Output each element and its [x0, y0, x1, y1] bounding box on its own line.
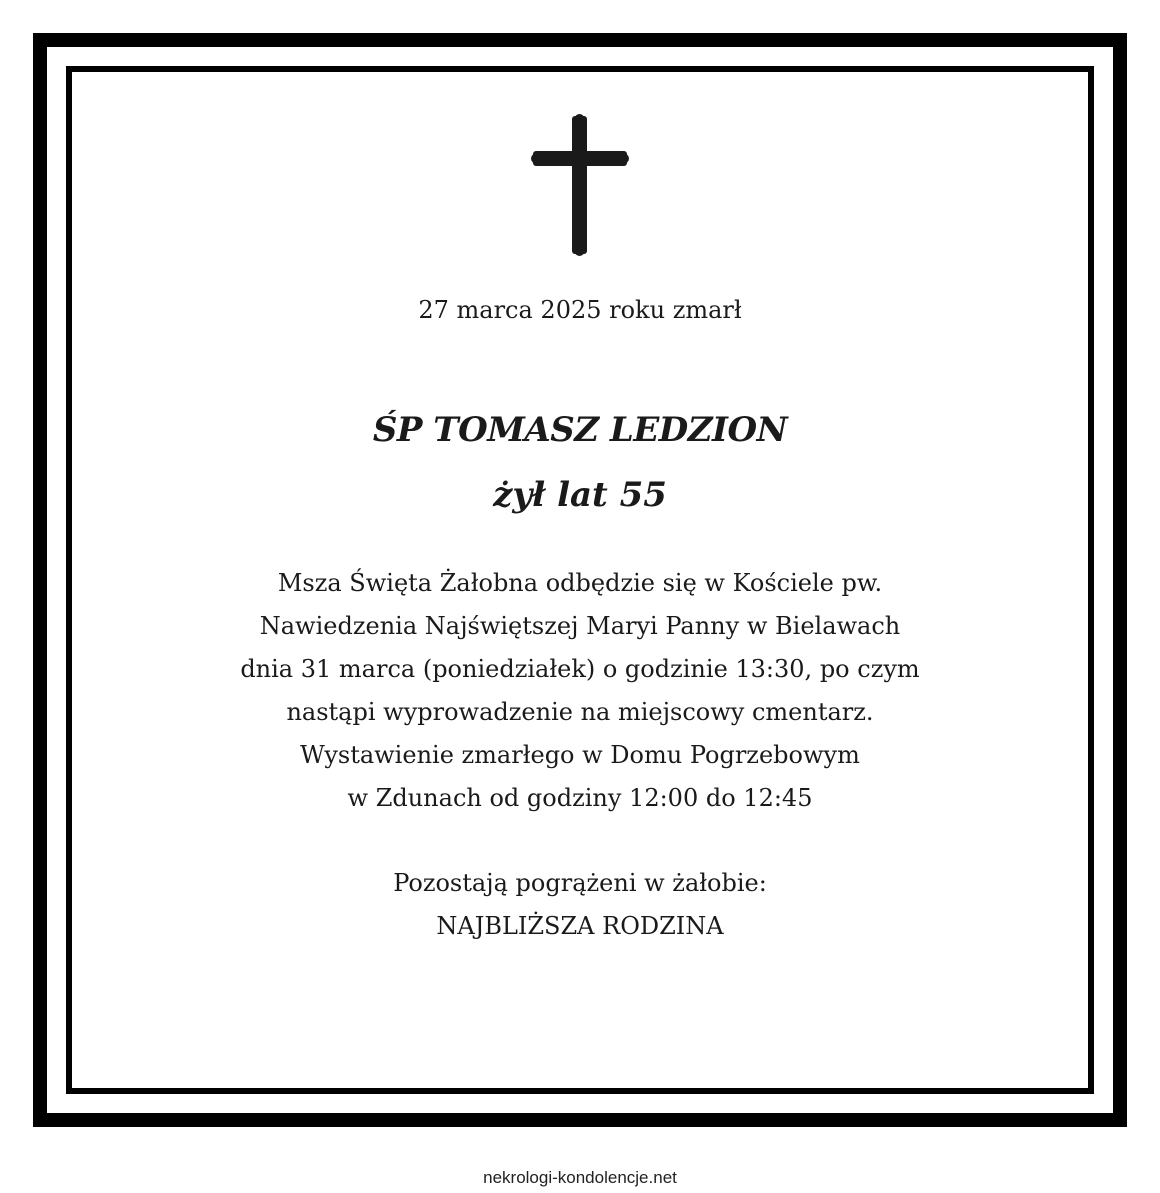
- mourners-name: NAJBLIŻSZA RODZINA: [436, 912, 724, 940]
- site-footer-link[interactable]: nekrologi-kondolencje.net: [483, 1168, 677, 1187]
- deceased-name: ŚP TOMASZ LEDZION: [372, 410, 788, 450]
- mourners-intro: Pozostają pogrążeni w żałobie:: [393, 869, 767, 897]
- funeral-details-line: Msza Święta Żałobna odbędzie się w Kościele pw.: [277, 569, 883, 597]
- mourners-section: [80, 862, 1080, 948]
- funeral-details-line: Wystawienie zmarłego w Domu Pogrzebowym: [300, 741, 860, 769]
- death-date-line: 27 marca 2025 roku zmarł: [418, 296, 742, 324]
- funeral-details-line: dnia 31 marca (poniedziałek) o godzinie 13:30, po czym: [240, 655, 920, 683]
- funeral-details-line: w Zdunach od godziny 12:00 do 12:45: [347, 784, 813, 812]
- cross-icon: [530, 114, 630, 256]
- deceased-age: żył lat 55: [493, 475, 667, 515]
- funeral-details-line: Nawiedzenia Najświętszej Maryi Panny w Bielawach: [259, 612, 901, 640]
- funeral-details: [80, 562, 1080, 820]
- funeral-details-line: nastąpi wyprowadzenie na miejscowy cmentarz.: [286, 698, 874, 726]
